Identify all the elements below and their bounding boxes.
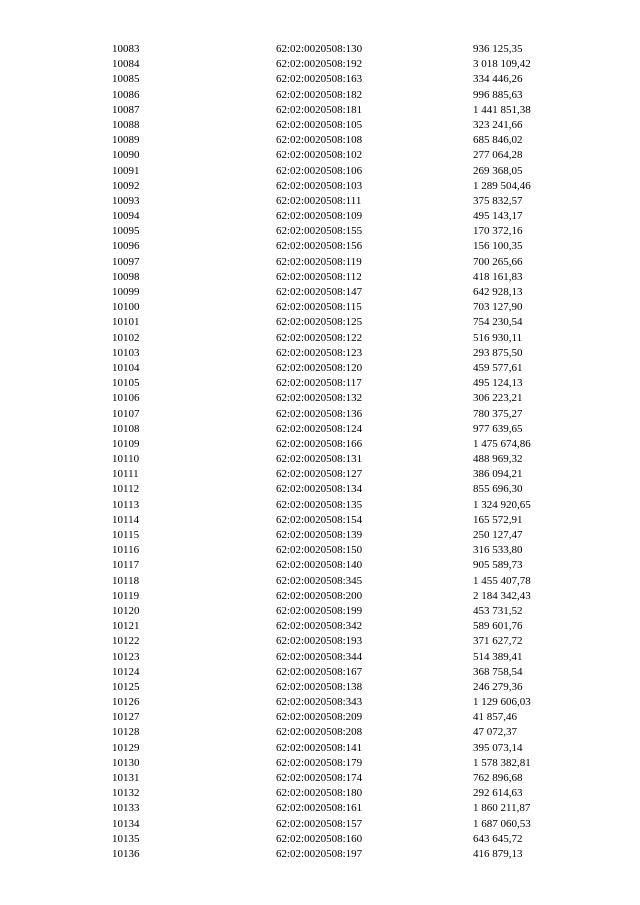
row-number: 10117 [112, 559, 140, 572]
table-row [0, 817, 640, 832]
table-row [0, 315, 640, 330]
cadastral-number: 62:02:0020508:166 [276, 437, 363, 450]
cadastral-value: 685 846,02 [473, 134, 523, 147]
cadastral-value: 41 857,46 [473, 711, 517, 724]
cadastral-number: 62:02:0020508:174 [276, 772, 363, 784]
table-row [0, 437, 640, 452]
row-number: 10099 [112, 286, 140, 298]
row-number: 10110 [112, 453, 140, 466]
cadastral-value: 516 930,11 [473, 331, 523, 344]
row-number: 10116 [112, 544, 140, 557]
cadastral-number: 62:02:0020508:139 [276, 529, 363, 541]
cadastral-number: 62:02:0020508:135 [276, 498, 363, 511]
table-row [0, 88, 640, 103]
table-row [0, 589, 640, 604]
cadastral-number: 62:02:0020508:131 [276, 453, 363, 466]
cadastral-value: 453 731,52 [473, 604, 523, 617]
cadastral-number: 62:02:0020508:199 [276, 604, 363, 617]
cadastral-value: 1 455 407,78 [473, 574, 531, 587]
cadastral-value: 269 368,05 [473, 164, 523, 177]
cadastral-number: 62:02:0020508:103 [276, 179, 363, 192]
table-row [0, 513, 640, 528]
table-row [0, 786, 640, 801]
cadastral-value: 2 184 342,43 [473, 589, 531, 602]
row-number: 10132 [112, 787, 140, 800]
cadastral-number: 62:02:0020508:343 [276, 696, 363, 709]
table-row [0, 634, 640, 649]
row-number: 10133 [112, 802, 140, 815]
table-row [0, 133, 640, 148]
cadastral-number: 62:02:0020508:344 [276, 650, 363, 663]
cadastral-number: 62:02:0020508:345 [276, 574, 363, 587]
cadastral-value: 1 129 606,03 [473, 696, 531, 709]
cadastral-value: 316 533,80 [473, 544, 523, 557]
cadastral-value: 293 875,50 [473, 346, 523, 359]
table-row [0, 148, 640, 163]
cadastral-value: 368 758,54 [473, 665, 523, 678]
table-row [0, 391, 640, 406]
table-row [0, 741, 640, 756]
row-number: 10127 [112, 711, 140, 724]
table-row [0, 376, 640, 391]
row-number: 10084 [112, 58, 140, 71]
cadastral-number: 62:02:0020508:156 [276, 240, 363, 253]
table-row [0, 771, 640, 786]
cadastral-value: 375 832,57 [473, 194, 523, 207]
row-number: 10126 [112, 696, 140, 709]
table-row [0, 710, 640, 725]
cadastral-value: 165 572,91 [473, 513, 523, 526]
cadastral-value: 780 375,27 [473, 407, 523, 420]
row-number: 10130 [112, 756, 140, 769]
cadastral-number: 62:02:0020508:112 [276, 270, 362, 283]
row-number: 10128 [112, 726, 140, 739]
cadastral-value: 700 265,66 [473, 255, 523, 268]
cadastral-number: 62:02:0020508:115 [276, 301, 362, 314]
table-row [0, 467, 640, 482]
row-number: 10089 [112, 134, 140, 147]
table-row [0, 42, 640, 57]
cadastral-number: 62:02:0020508:193 [276, 635, 363, 648]
row-number: 10111 [112, 468, 139, 481]
row-number: 10086 [112, 88, 140, 101]
cadastral-value: 1 860 211,87 [473, 802, 531, 815]
table-row [0, 574, 640, 589]
cadastral-number: 62:02:0020508:154 [276, 513, 363, 526]
row-number: 10101 [112, 316, 140, 329]
row-number: 10123 [112, 650, 140, 663]
row-number: 10096 [112, 240, 140, 253]
cadastral-value: 703 127,90 [473, 301, 523, 314]
table-row [0, 224, 640, 239]
table-row [0, 665, 640, 680]
table-row [0, 72, 640, 87]
row-number: 10113 [112, 498, 140, 511]
cadastral-value: 323 241,66 [473, 118, 523, 131]
cadastral-number: 62:02:0020508:197 [276, 847, 363, 860]
table-row [0, 498, 640, 513]
row-number: 10085 [112, 73, 140, 86]
row-number: 10136 [112, 847, 140, 860]
cadastral-value: 905 589,73 [473, 559, 523, 572]
cadastral-number: 62:02:0020508:127 [276, 468, 363, 481]
table-row [0, 361, 640, 376]
table-row [0, 331, 640, 346]
row-number: 10083 [112, 43, 140, 55]
table-row [0, 452, 640, 467]
cadastral-number: 62:02:0020508:136 [276, 407, 363, 420]
table-row [0, 407, 640, 422]
cadastral-value: 156 100,35 [473, 240, 523, 253]
cadastral-value: 643 645,72 [473, 832, 523, 845]
cadastral-number: 62:02:0020508:161 [276, 802, 363, 815]
table-row [0, 422, 640, 437]
cadastral-value: 996 885,63 [473, 88, 523, 101]
row-number: 10107 [112, 407, 140, 420]
cadastral-number: 62:02:0020508:157 [276, 817, 363, 830]
cadastral-number: 62:02:0020508:106 [276, 164, 363, 177]
row-number: 10122 [112, 635, 140, 648]
cadastral-value: 977 639,65 [473, 422, 523, 435]
cadastral-value: 754 230,54 [473, 316, 523, 329]
row-number: 10104 [112, 361, 140, 374]
row-number: 10097 [112, 255, 140, 268]
table-row [0, 179, 640, 194]
row-number: 10135 [112, 832, 140, 845]
cadastral-number: 62:02:0020508:208 [276, 726, 363, 739]
row-number: 10105 [112, 377, 140, 390]
cadastral-value: 642 928,13 [473, 286, 523, 298]
cadastral-number: 62:02:0020508:119 [276, 255, 362, 268]
table-row [0, 604, 640, 619]
cadastral-number: 62:02:0020508:163 [276, 73, 363, 86]
table-row [0, 832, 640, 847]
cadastral-value: 250 127,47 [473, 529, 523, 541]
table-row [0, 619, 640, 634]
cadastral-value: 371 627,72 [473, 635, 523, 648]
cadastral-value: 1 324 920,65 [473, 498, 531, 511]
row-number: 10115 [112, 529, 140, 541]
row-number: 10087 [112, 103, 140, 116]
cadastral-number: 62:02:0020508:102 [276, 149, 363, 162]
row-number: 10095 [112, 225, 140, 238]
table-row [0, 650, 640, 665]
cadastral-value: 1 289 504,46 [473, 179, 531, 192]
row-number: 10121 [112, 620, 140, 633]
table-row [0, 209, 640, 224]
row-number: 10108 [112, 422, 140, 435]
cadastral-value: 47 072,37 [473, 726, 517, 739]
cadastral-value: 3 018 109,42 [473, 58, 531, 71]
row-number: 10098 [112, 270, 140, 283]
cadastral-value: 418 161,83 [473, 270, 523, 283]
cadastral-value: 459 577,61 [473, 361, 523, 374]
cadastral-value: 277 064,28 [473, 149, 523, 162]
cadastral-number: 62:02:0020508:209 [276, 711, 363, 724]
row-number: 10092 [112, 179, 140, 192]
row-number: 10106 [112, 392, 140, 405]
cadastral-value: 1 578 382,81 [473, 756, 531, 769]
cadastral-number: 62:02:0020508:150 [276, 544, 363, 557]
cadastral-number: 62:02:0020508:134 [276, 483, 363, 496]
cadastral-value: 495 124,13 [473, 377, 523, 390]
cadastral-number: 62:02:0020508:147 [276, 286, 363, 298]
row-number: 10114 [112, 513, 140, 526]
row-number: 10119 [112, 589, 140, 602]
table-row [0, 346, 640, 361]
cadastral-number: 62:02:0020508:111 [276, 194, 362, 207]
cadastral-value: 855 696,30 [473, 483, 523, 496]
table-row [0, 164, 640, 179]
table-row [0, 300, 640, 315]
row-number: 10109 [112, 437, 140, 450]
table-row [0, 270, 640, 285]
cadastral-value: 170 372,16 [473, 225, 523, 238]
cadastral-number: 62:02:0020508:117 [276, 377, 362, 390]
table-row [0, 680, 640, 695]
cadastral-value: 1 475 674,86 [473, 437, 531, 450]
cadastral-number: 62:02:0020508:123 [276, 346, 363, 359]
row-number: 10090 [112, 149, 140, 162]
table-row [0, 558, 640, 573]
row-number: 10134 [112, 817, 140, 830]
row-number: 10088 [112, 118, 140, 131]
cadastral-number: 62:02:0020508:120 [276, 361, 363, 374]
cadastral-number: 62:02:0020508:105 [276, 118, 363, 131]
table-row [0, 847, 640, 862]
table-row [0, 285, 640, 300]
document-page [0, 42, 640, 862]
data-table [0, 42, 640, 862]
cadastral-value: 1 687 060,53 [473, 817, 531, 830]
table-row [0, 239, 640, 254]
cadastral-number: 62:02:0020508:200 [276, 589, 363, 602]
cadastral-number: 62:02:0020508:140 [276, 559, 363, 572]
cadastral-number: 62:02:0020508:181 [276, 103, 363, 116]
cadastral-number: 62:02:0020508:138 [276, 680, 363, 693]
cadastral-number: 62:02:0020508:122 [276, 331, 363, 344]
cadastral-value: 395 073,14 [473, 741, 523, 754]
cadastral-number: 62:02:0020508:130 [276, 43, 363, 55]
cadastral-number: 62:02:0020508:141 [276, 741, 363, 754]
cadastral-number: 62:02:0020508:192 [276, 58, 363, 71]
cadastral-value: 416 879,13 [473, 847, 523, 860]
cadastral-number: 62:02:0020508:124 [276, 422, 363, 435]
table-row [0, 695, 640, 710]
table-row [0, 482, 640, 497]
cadastral-value: 936 125,35 [473, 43, 523, 55]
cadastral-value: 386 094,21 [473, 468, 523, 481]
cadastral-value: 246 279,36 [473, 680, 523, 693]
table-row [0, 756, 640, 771]
cadastral-number: 62:02:0020508:109 [276, 210, 363, 223]
cadastral-number: 62:02:0020508:160 [276, 832, 363, 845]
cadastral-value: 762 896,68 [473, 772, 523, 784]
cadastral-value: 488 969,32 [473, 453, 523, 466]
cadastral-number: 62:02:0020508:132 [276, 392, 363, 405]
cadastral-value: 589 601,76 [473, 620, 523, 633]
cadastral-number: 62:02:0020508:179 [276, 756, 363, 769]
cadastral-value: 306 223,21 [473, 392, 523, 405]
row-number: 10091 [112, 164, 140, 177]
row-number: 10131 [112, 772, 140, 784]
cadastral-number: 62:02:0020508:155 [276, 225, 363, 238]
cadastral-value: 514 389,41 [473, 650, 523, 663]
row-number: 10112 [112, 483, 140, 496]
table-row [0, 801, 640, 816]
cadastral-number: 62:02:0020508:342 [276, 620, 363, 633]
table-row [0, 725, 640, 740]
row-number: 10118 [112, 574, 140, 587]
row-number: 10093 [112, 194, 140, 207]
row-number: 10124 [112, 665, 140, 678]
row-number: 10125 [112, 680, 140, 693]
table-row [0, 528, 640, 543]
row-number: 10102 [112, 331, 140, 344]
table-row [0, 118, 640, 133]
cadastral-number: 62:02:0020508:182 [276, 88, 363, 101]
cadastral-number: 62:02:0020508:167 [276, 665, 363, 678]
cadastral-number: 62:02:0020508:125 [276, 316, 363, 329]
cadastral-value: 334 446,26 [473, 73, 523, 86]
row-number: 10100 [112, 301, 140, 314]
cadastral-value: 292 614,63 [473, 787, 523, 800]
table-row [0, 255, 640, 270]
table-row [0, 543, 640, 558]
row-number: 10094 [112, 210, 140, 223]
row-number: 10129 [112, 741, 140, 754]
table-row [0, 194, 640, 209]
cadastral-number: 62:02:0020508:108 [276, 134, 363, 147]
cadastral-number: 62:02:0020508:180 [276, 787, 363, 800]
row-number: 10120 [112, 604, 140, 617]
cadastral-value: 1 441 851,38 [473, 103, 531, 116]
table-row [0, 57, 640, 72]
row-number: 10103 [112, 346, 140, 359]
cadastral-value: 495 143,17 [473, 210, 523, 223]
table-row [0, 103, 640, 118]
